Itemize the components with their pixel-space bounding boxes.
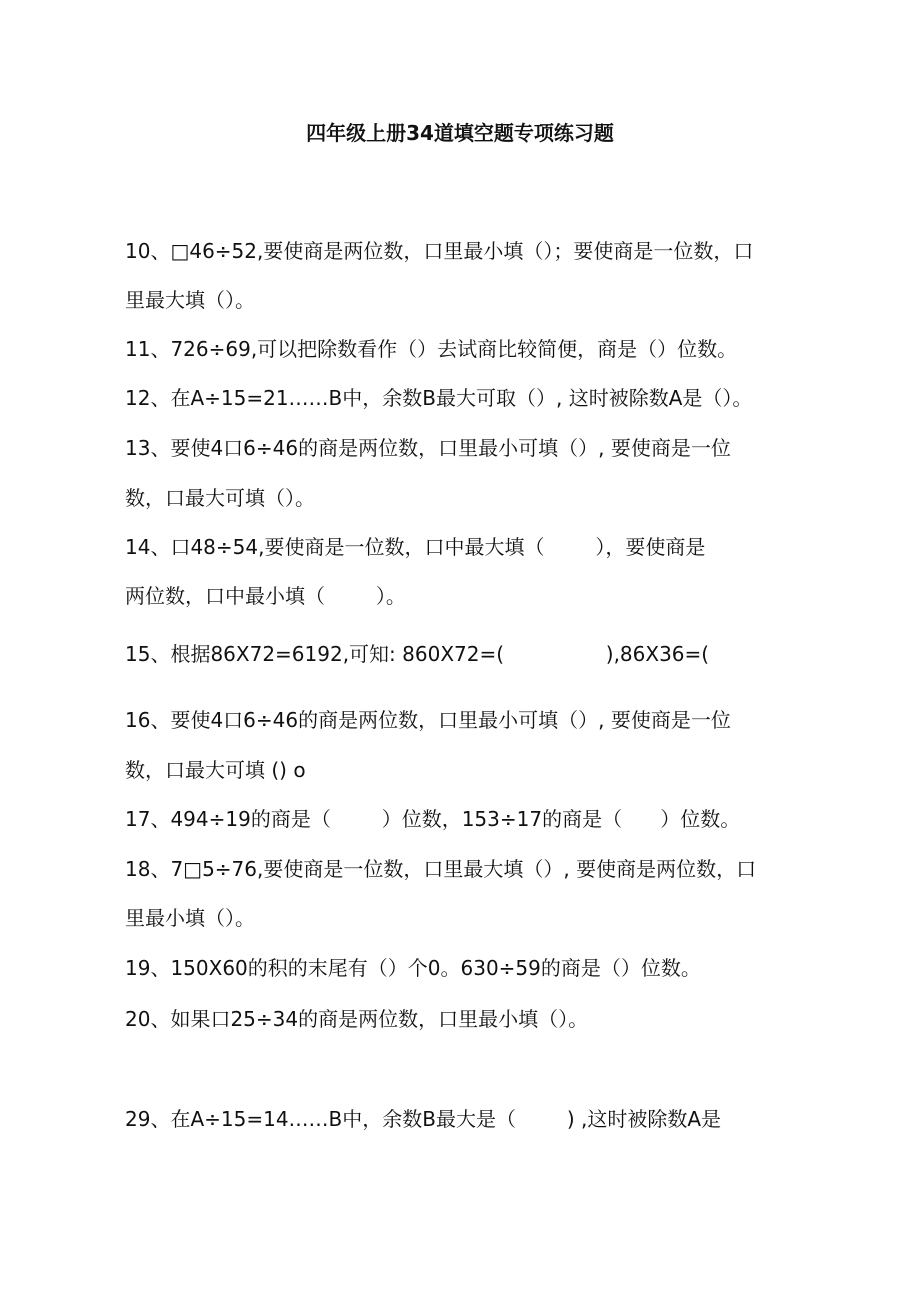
question-10-line-2: 里最大填（）。 xyxy=(125,288,255,312)
question-15: 15、根据86X72=6192,可知: 860X72=( ),86X36=( xyxy=(125,642,710,666)
question-18-line-2: 里最小填（）。 xyxy=(125,906,255,930)
question-29: 29、在A÷15=14……B中，余数B最大是（ ) ,这时被除数A是 xyxy=(125,1107,722,1131)
question-20: 20、如果口25÷34的商是两位数，口里最小填（）。 xyxy=(125,1007,589,1031)
question-12: 12、在A÷15=21……B中，余数B最大可取（）, 这时被除数A是（）。 xyxy=(125,386,753,410)
question-16-line-1: 16、要使4口6÷46的商是两位数，口里最小可填（）, 要使商是一位 xyxy=(125,708,731,732)
question-10-line-1: 10、□46÷52,要使商是两位数，口里最小填（）；要使商是一位数，口 xyxy=(125,239,754,263)
page-title: 四年级上册34道填空题专项练习题 xyxy=(306,121,614,145)
question-14-line-2: 两位数，口中最小填（ ）。 xyxy=(125,584,406,608)
question-16-line-2: 数，口最大可填 () o xyxy=(125,758,306,782)
question-19: 19、150X60的积的末尾有（）个0。630÷59的商是（）位数。 xyxy=(125,956,701,980)
question-14-line-1: 14、口48÷54,要使商是一位数，口中最大填（ ），要使商是 xyxy=(125,535,706,559)
question-18-line-1: 18、7□5÷76,要使商是一位数，口里最大填（）, 要使商是两位数，口 xyxy=(125,857,757,881)
question-13-line-2: 数，口最大可填（）。 xyxy=(125,486,315,510)
question-11: 11、726÷69,可以把除数看作（）去试商比较简便，商是（）位数。 xyxy=(125,337,738,361)
question-13-line-1: 13、要使4口6÷46的商是两位数，口里最小可填（）, 要使商是一位 xyxy=(125,436,731,460)
question-17: 17、494÷19的商是（ ）位数，153÷17的商是（ ）位数。 xyxy=(125,807,741,831)
